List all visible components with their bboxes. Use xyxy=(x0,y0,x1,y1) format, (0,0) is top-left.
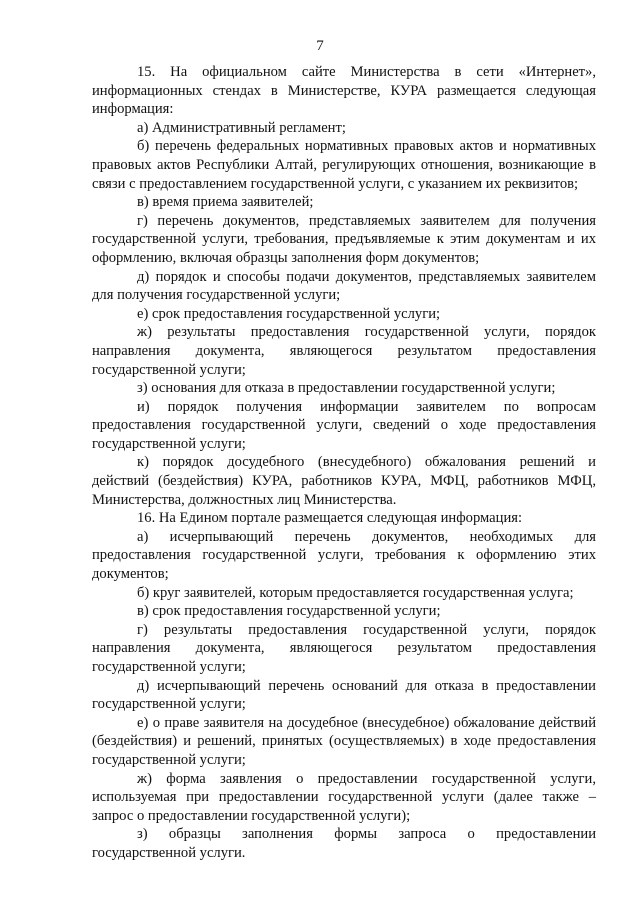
paragraph: з) основания для отказа в предоставлении государственной услуги; xyxy=(137,380,556,397)
paragraph: е) о праве заявителя на досудебное (внесудебное) обжалование действий (бездействия) и решений, принятых (осуществляемых) в ходе предоставления государственной услуги; xyxy=(92,714,596,768)
paragraph: д) порядок и способы подачи документов, представляемых заявителем для получения государственной услуги; xyxy=(92,268,596,304)
paragraph: в) срок предоставления государственной услуги; xyxy=(137,603,441,620)
paragraph: д) исчерпывающий перечень оснований для отказа в предоставлении государственной услуги; xyxy=(92,677,596,713)
paragraph: и) порядок получения информации заявителем по вопросам предоставления государственной услуги, сведений о ходе предоставления государственной услуги; xyxy=(92,398,596,452)
paragraph: б) круг заявителей, которым предоставляется государственная услуга; xyxy=(137,584,574,601)
page-number: 7 xyxy=(316,38,324,54)
paragraph: а) исчерпывающий перечень документов, необходимых для предоставления государственной услуги, требования к оформлению этих документов; xyxy=(92,528,596,583)
paragraph: 15. На официальном сайте Министерства в сети «Интернет», информационных стендах в Министерстве, КУРА размещается следующая информация: xyxy=(92,64,596,118)
paragraph: г) результаты предоставления государственной услуги, порядок направления документа, являющегося результатом предоставления государственной услуги; xyxy=(92,621,596,675)
paragraph: г) перечень документов, представляемых заявителем для получения государственной услуги, требования, предъявляемые к этим документам и их оформлению, включая образцы заполнения форм документов; xyxy=(92,212,596,266)
paragraph: 16. На Едином портале размещается следующая информация: xyxy=(137,510,523,527)
paragraph: ж) форма заявления о предоставлении государственной услуги, используемая при предоставлении государственной услуги (далее также – запрос о предоставлении государственной услуги); xyxy=(92,770,596,824)
paragraph: в) время приема заявителей; xyxy=(137,194,314,211)
document-body xyxy=(92,63,596,863)
paragraph: е) срок предоставления государственной услуги; xyxy=(137,305,441,322)
paragraph: а) Административный регламент; xyxy=(137,119,346,136)
paragraph: з) образцы заполнения формы запроса о предоставлении государственной услуги. xyxy=(92,826,596,861)
paragraph: б) перечень федеральных нормативных правовых актов и нормативных правовых актов Республики Алтай, регулирующих отношения, возникающие в связи с предоставлением государственной услуги, с указанием их реквизитов; xyxy=(92,138,596,192)
paragraph: ж) результаты предоставления государственной услуги, порядок направления документа, являющегося результатом предоставления государственной услуги; xyxy=(92,324,596,378)
paragraph: к) порядок досудебного (внесудебного) обжалования решений и действий (бездействия) КУРА, работников КУРА, МФЦ, работников МФЦ, Министерства, должностных лиц Министерства. xyxy=(92,454,596,508)
